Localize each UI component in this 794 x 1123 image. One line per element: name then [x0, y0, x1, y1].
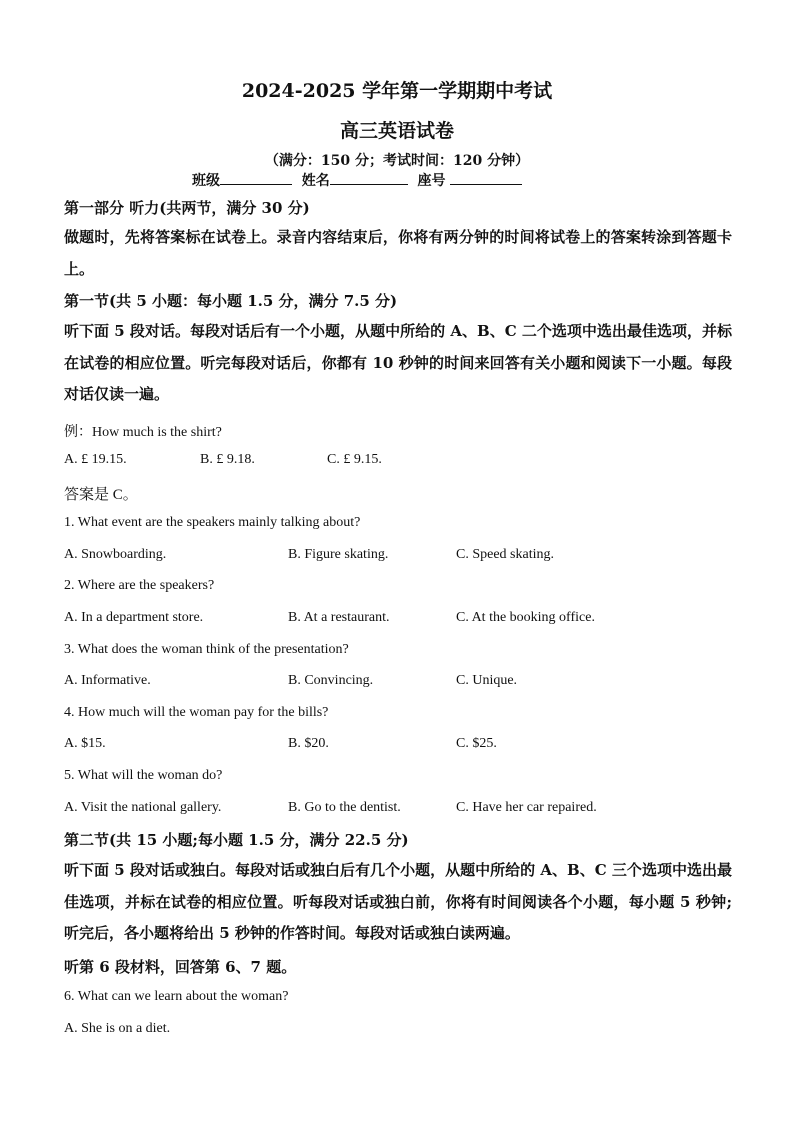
section2-heading: 第二节(共 15 小题;每小题 1.5 分，满分 22.5 分) — [64, 831, 409, 849]
q6-text: 6. What can we learn about the woman? — [64, 989, 289, 1004]
example-option-a: A. £ 19.15. — [64, 452, 127, 467]
q6-option-a: A. She is on a diet. — [64, 1021, 171, 1036]
q5-option-c: C. Have her car repaired. — [456, 800, 597, 815]
example-option-c: C. £ 9.15. — [327, 452, 382, 467]
seat-blank[interactable] — [450, 170, 522, 185]
material-6-intro: 听第 6 段材料，回答第 6、7 题。 — [64, 958, 297, 976]
name-label: 姓名 — [301, 173, 330, 189]
name-blank[interactable] — [330, 170, 408, 185]
q3-option-b: B. Convincing. — [288, 673, 374, 688]
q1-option-b: B. Figure skating. — [288, 547, 389, 562]
q2-option-c: C. At the booking office. — [456, 610, 595, 625]
q2-text: 2. Where are the speakers? — [64, 578, 215, 593]
example-answer: 答案是 C。 — [64, 487, 138, 503]
example-question: 例：How much is the shirt? — [64, 425, 222, 440]
q1-text: 1. What event are the speakers mainly talking about? — [64, 515, 361, 530]
class-label: 班级 — [192, 173, 220, 189]
exam-subject: 高三英语试卷 — [339, 120, 454, 142]
q1-option-c: C. Speed skating. — [456, 547, 554, 562]
q5-text: 5. What will the woman do? — [64, 768, 223, 783]
section1-instruction: 听下面 5 段对话。每段对话后有一个小题，从题中所给的 A、B、C 二个选项中选出最佳选项，并标在试卷的相应位置。听完每段对话后，你都有 10 秒钟的时间来回答有关小题和阅读下一小题。每段对话仅读一遍。 — [64, 322, 732, 404]
q3-option-c: C. Unique. — [456, 673, 518, 688]
q5-option-b: B. Go to the dentist. — [288, 800, 401, 815]
part1-heading: 第一部分 听力(共两节，满分 30 分) — [64, 199, 310, 217]
seat-label: 座号 — [417, 173, 446, 189]
example-option-b: B. £ 9.18. — [200, 452, 255, 467]
q4-option-c: C. $25. — [456, 736, 497, 751]
q2-option-b: B. At a restaurant. — [288, 610, 390, 625]
q4-text: 4. How much will the woman pay for the bills? — [64, 705, 329, 720]
section2-instruction: 听下面 5 段对话或独白。每段对话或独白后有几个小题，从题中所给的 A、B、C 三个选项中选出最佳选项，并标在试卷的相应位置。听每段对话或独白前，你将有时间阅读各个小题，每小题 5 秒钟;听完后，各小题将给出 5 秒钟的作答时间。每段对话或独白读两遍。 — [64, 861, 732, 943]
part1-instruction: 做题时，先将答案标在试卷上。录音内容结束后，你将有两分钟的时间将试卷上的答案转涂到答题卡上。 — [64, 228, 732, 278]
q4-option-b: B. $20. — [288, 736, 329, 751]
student-info-line — [192, 170, 522, 190]
q5-option-a: A. Visit the national gallery. — [64, 800, 222, 815]
exam-meta: （满分：150 分；考试时间：120 分钟） — [264, 153, 530, 169]
q2-option-a: A. In a department store. — [64, 610, 204, 625]
q1-option-a: A. Snowboarding. — [64, 547, 167, 562]
q4-option-a: A. $15. — [64, 736, 106, 751]
exam-title: 2024-2025 学年第一学期期中考试 — [241, 80, 553, 102]
q3-text: 3. What does the woman think of the presentation? — [64, 642, 349, 657]
class-blank[interactable] — [220, 170, 292, 185]
section1-heading: 第一节(共 5 小题：每小题 1.5 分，满分 7.5 分) — [64, 292, 398, 310]
q3-option-a: A. Informative. — [64, 673, 151, 688]
